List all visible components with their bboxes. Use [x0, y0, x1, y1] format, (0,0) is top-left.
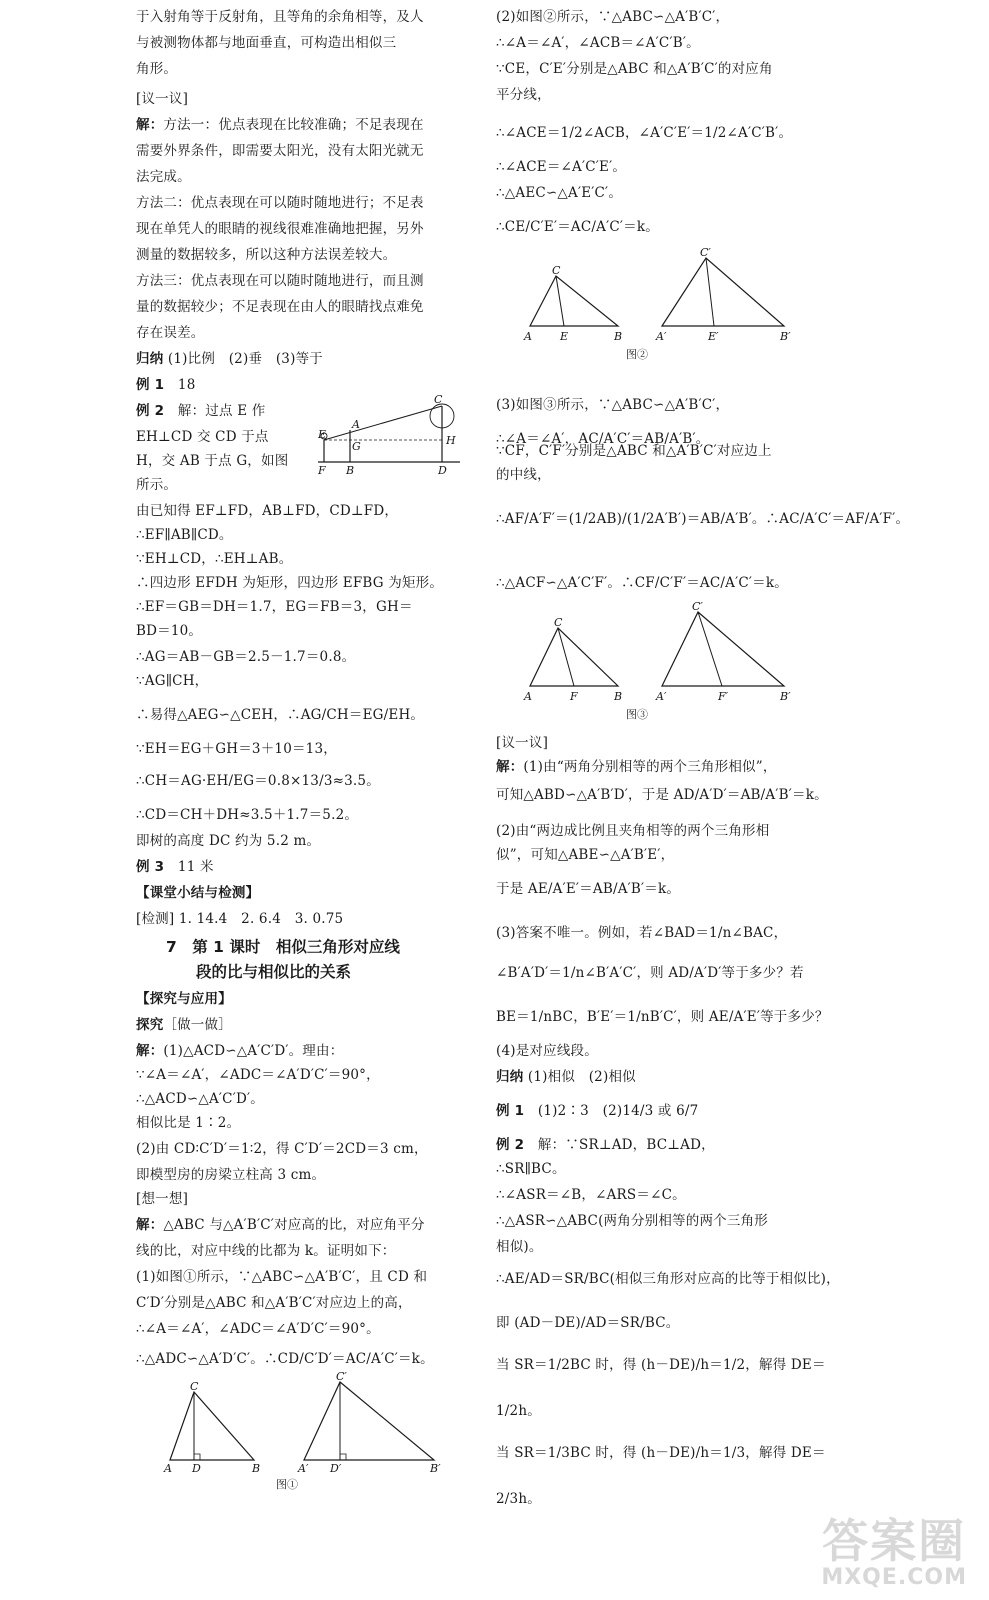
text-line: 由已知得 EF⊥FD，AB⊥FD，CD⊥FD， — [136, 503, 399, 519]
text-span: 解：过点 E 作 — [164, 403, 266, 419]
svg-text:C: C — [434, 393, 443, 406]
example-label: 例 2 — [496, 1137, 525, 1153]
svg-text:A: A — [524, 690, 532, 703]
text-line: (3)答案不唯一。例如，若∠BAD＝1/n∠BAC， — [496, 925, 788, 941]
text-line: 方法二：优点表现在可以随时随地进行；不足表 — [136, 195, 424, 211]
example-label: 例 1 — [136, 377, 165, 393]
svg-text:C′: C′ — [700, 246, 711, 259]
text-line: ∠B′A′D′＝1/n∠B′A′C′，则 AD/A′D′等于多少？若 — [496, 965, 804, 981]
lesson-heading-line2: 段的比与相似比的关系 — [196, 963, 352, 981]
text-line — [496, 1068, 636, 1086]
svg-text:C: C — [554, 616, 563, 629]
text-line: 的中线， — [496, 467, 551, 483]
svg-text:A: A — [352, 418, 360, 431]
text-line: ∴△ADC∽△A′D′C′。∴CD/C′D′＝AC/A′C′＝k。 — [136, 1351, 434, 1367]
example-label: 例 2 — [136, 403, 165, 419]
svg-text:D: D — [438, 464, 447, 477]
text-line: EH⊥CD 交 CD 于点 — [136, 429, 269, 445]
text-line: 平分线， — [496, 87, 551, 103]
summary-label: 归纳 — [496, 1069, 524, 1085]
text-span: 18 — [164, 377, 196, 393]
watermark-chinese: 答案圈 — [822, 1514, 967, 1568]
svg-text:F: F — [570, 690, 578, 703]
text-line: 量的数据较少；不足表现在由人的眼睛找点难免 — [136, 299, 424, 315]
svg-text:C: C — [190, 1380, 199, 1393]
text-span: (1)由“两角分别相等的两个三角形相似”， — [523, 759, 777, 775]
lesson-heading-line1: 7 第 1 课时 相似三角形对应线 — [166, 938, 400, 956]
svg-text:D: D — [192, 1462, 201, 1475]
solution-label: 解： — [136, 1043, 164, 1059]
text-line: 线的比，对应中线的比都为 k。证明如下： — [136, 1243, 396, 1259]
text-line: BE＝1/nBC，B′E′＝1/nB′C′，则 AE/A′E′等于多少？ — [496, 1009, 829, 1025]
text-line: ∴∠ACE＝1/2∠ACB，∠A′C′E′＝1/2∠A′C′B′。 — [496, 125, 793, 141]
figure-2-angle-bisectors — [522, 246, 822, 364]
text-line — [136, 990, 232, 1008]
svg-text:E: E — [318, 428, 327, 441]
svg-text:F: F — [318, 464, 326, 477]
text-line: 测量的数据较多，所以这种方法误差较大。 — [136, 247, 397, 263]
text-line: (3)如图③所示，∵△ABC∽△A′B′C′， — [496, 397, 730, 413]
text-line: ∴CD＝CH＋DH≈3.5＋1.7＝5.2。 — [136, 807, 359, 823]
solution-label: 解： — [136, 117, 164, 133]
text-line: 存在误差。 — [136, 325, 205, 341]
text-line: 于入射角等于反射角，且等角的余角相等，及人 — [136, 9, 424, 25]
text-line: [想一想] — [136, 1191, 189, 1207]
figure-3-medians — [522, 600, 822, 728]
text-line: ∴∠A＝∠A′，∠ADC＝∠A′D′C′＝90°。 — [136, 1321, 380, 1337]
text-line: [检测] 1. 14.4 2. 6.4 3. 0.75 — [136, 911, 344, 927]
text-line — [136, 116, 424, 134]
svg-text:A′: A′ — [656, 690, 667, 703]
text-line: 角形。 — [136, 61, 178, 77]
explore-label: 探究 — [136, 1017, 164, 1033]
text-line: 2/3h。 — [496, 1491, 541, 1507]
svg-text:E: E — [560, 330, 569, 343]
text-line — [136, 402, 265, 420]
text-line: ∵CE，C′E′分别是△ABC 和△A′B′C′的对应角 — [496, 61, 773, 77]
figure-3-caption: 图③ — [626, 708, 648, 721]
svg-text:B: B — [252, 1462, 261, 1475]
text-line: ∵EH⊥CD，∴EH⊥AB。 — [136, 551, 293, 567]
text-line: ∴△ASR∽△ABC(两角分别相等的两个三角形 — [496, 1213, 768, 1229]
text-line: ∴AF/A′F′＝(1/2AB)/(1/2A′B′)＝AB/A′B′。∴AC/A′C′＝AF/A′F′。 — [496, 511, 910, 527]
text-line: ∴∠ASR＝∠B，∠ARS＝∠C。 — [496, 1187, 686, 1203]
example-label: 例 3 — [136, 859, 165, 875]
text-line: BD＝10。 — [136, 623, 203, 639]
solution-label: 解： — [136, 1217, 164, 1233]
text-line — [136, 350, 323, 368]
text-line: [议一议] — [496, 735, 549, 751]
text-line: ∴易得△AEG∽△CEH，∴AG/CH＝EG/EH。 — [136, 707, 425, 723]
text-line — [136, 858, 214, 876]
text-span: (1)相似 (2)相似 — [523, 1069, 636, 1085]
text-line: 似”，可知△ABE∽△A′B′E′， — [496, 847, 675, 863]
watermark-url: MXQE.COM — [821, 1565, 967, 1590]
text-line: (1)如图①所示，∵△ABC∽△A′B′C′，且 CD 和 — [136, 1269, 428, 1285]
text-line: ∴EF∥AB∥CD。 — [136, 527, 233, 543]
text-line — [496, 1102, 698, 1120]
svg-text:D′: D′ — [330, 1462, 342, 1475]
text-line: 所示。 — [136, 477, 178, 493]
text-span: △ABC 与△A′B′C′对应高的比，对应角平分 — [163, 1217, 425, 1233]
text-line: 法完成。 — [136, 169, 191, 185]
svg-text:H: H — [446, 434, 456, 447]
text-line: 当 SR＝1/2BC 时，得 (h－DE)/h＝1/2，解得 DE＝ — [496, 1357, 826, 1373]
text-line: ∴△AEC∽△A′E′C′。 — [496, 185, 623, 201]
text-line: ∴△ACF∽△A′C′F′。∴CF/C′F′＝AC/A′C′＝k。 — [496, 575, 788, 591]
text-line: H，交 AB 于点 G，如图 — [136, 453, 289, 469]
svg-text:B′: B′ — [780, 690, 791, 703]
text-line: ∴∠A＝∠A′，∠ACB＝∠A′C′B′。 — [496, 35, 700, 51]
example-label: 例 1 — [496, 1103, 525, 1119]
svg-text:F′: F′ — [718, 690, 729, 703]
text-line: ∴CE/C′E′＝AC/A′C′＝k。 — [496, 219, 659, 235]
text-line: 相似比是 1∶2。 — [136, 1115, 241, 1131]
text-line — [496, 1136, 715, 1154]
text-line: ∴△ACD∽△A′C′D′。 — [136, 1091, 264, 1107]
text-line — [136, 1042, 343, 1060]
svg-text:A: A — [164, 1462, 172, 1475]
text-line — [136, 1016, 232, 1034]
text-line: 与被测物体都与地面垂直，可构造出相似三 — [136, 35, 397, 51]
text-line: C′D′分别是△ABC 和△A′B′C′对应边上的高， — [136, 1295, 412, 1311]
text-line: 现在单凭人的眼睛的视线很难准确地把握，另外 — [136, 221, 424, 237]
text-line: 即模型房的房梁立柱高 3 cm。 — [136, 1167, 326, 1183]
text-line: 相似)。 — [496, 1239, 543, 1255]
text-line: 可知△ABD∽△A′B′D′，于是 AD/A′D′＝AB/A′B′＝k。 — [496, 787, 828, 803]
summary-label: 归纳 — [136, 351, 164, 367]
text-line: (2)由“两边成比例且夹角相等的两个三角形相 — [496, 823, 770, 839]
text-line: (2)如图②所示，∵△ABC∽△A′B′C′， — [496, 9, 730, 25]
svg-text:B′: B′ — [430, 1462, 441, 1475]
text-span: 解：∵SR⊥AD，BC⊥AD， — [524, 1137, 715, 1153]
text-line: ∴AG＝AB－GB＝2.5－1.7＝0.8。 — [136, 649, 356, 665]
text-line — [136, 376, 195, 394]
figure-1-altitudes — [164, 1370, 444, 1492]
text-span: (1)2∶3 (2)14/3 或 6/7 — [524, 1103, 699, 1119]
text-line: ∵∠A＝∠A′，∠ADC＝∠A′D′C′＝90°， — [136, 1067, 380, 1083]
svg-text:B: B — [614, 330, 623, 343]
text-line: 于是 AE/A′E′＝AB/A′B′＝k。 — [496, 881, 681, 897]
text-line — [136, 1216, 425, 1234]
text-line: ∴四边形 EFDH 为矩形，四边形 EFBG 为矩形。 — [136, 575, 444, 591]
site-watermark — [821, 1516, 967, 1590]
text-line: ∴∠ACE＝∠A′C′E′。 — [496, 159, 627, 175]
svg-text:A′: A′ — [656, 330, 667, 343]
text-line: 1/2h。 — [496, 1403, 541, 1419]
text-line: (2)由 CD∶C′D′＝1∶2，得 C′D′＝2CD＝3 cm， — [136, 1141, 428, 1157]
text-line: ∵EH＝EG＋GH＝3＋10＝13， — [136, 741, 337, 757]
figure-2-caption: 图② — [626, 348, 648, 361]
figure-1-caption: 图① — [276, 1478, 298, 1491]
svg-text:C′: C′ — [692, 600, 703, 613]
text-line: ∴SR∥BC。 — [496, 1161, 566, 1177]
text-span: (1)比例 (2)垂 (3)等于 — [163, 351, 323, 367]
text-line: ∵CF，C′F′分别是△ABC 和△A′B′C′对应边上 — [496, 443, 772, 459]
svg-text:A: A — [524, 330, 532, 343]
text-line — [496, 758, 777, 776]
section-label: 【课堂小结与检测】 — [136, 885, 260, 901]
text-line: [议一议] — [136, 91, 189, 107]
text-line: 当 SR＝1/3BC 时，得 (h－DE)/h＝1/3，解得 DE＝ — [496, 1445, 826, 1461]
text-span: (1)△ACD∽△A′C′D′。理由： — [163, 1043, 344, 1059]
text-line: ∴∠A＝∠A′，AC/A′C′＝AB/A′B′。 — [496, 431, 710, 447]
tree-measurement-figure — [314, 392, 464, 482]
text-line: ∴CH＝AG·EH/EG＝0.8×13/3≈3.5。 — [136, 773, 380, 789]
svg-text:C: C — [552, 264, 561, 277]
text-line — [136, 884, 259, 902]
text-span: 11 米 — [164, 859, 214, 875]
text-line: ∴AE/AD＝SR/BC(相似三角形对应高的比等于相似比)， — [496, 1271, 840, 1287]
svg-text:G: G — [352, 440, 361, 453]
text-line: 即树的高度 DC 约为 5.2 m。 — [136, 833, 321, 849]
text-span: 方法一：优点表现在比较准确；不足表现在 — [163, 117, 424, 133]
svg-text:A′: A′ — [298, 1462, 309, 1475]
text-line: 需要外界条件，即需要太阳光，没有太阳光就无 — [136, 143, 424, 159]
text-line: 即 (AD－DE)/AD＝SR/BC。 — [496, 1315, 680, 1331]
section-label: 【探究与应用】 — [136, 991, 232, 1007]
svg-text:B′: B′ — [780, 330, 791, 343]
svg-text:B: B — [346, 464, 355, 477]
text-line: (4)是对应线段。 — [496, 1043, 598, 1059]
text-line: ∵AG∥CH， — [136, 673, 209, 689]
text-span: ［做一做］ — [163, 1017, 232, 1033]
svg-text:B: B — [614, 690, 623, 703]
text-line: 方法三：优点表现在可以随时随地进行，而且测 — [136, 273, 424, 289]
svg-text:C′: C′ — [336, 1370, 347, 1383]
solution-label: 解： — [496, 759, 524, 775]
text-line: ∴EF＝GB＝DH＝1.7，EG＝FB＝3，GH＝ — [136, 599, 413, 615]
svg-text:E′: E′ — [708, 330, 719, 343]
